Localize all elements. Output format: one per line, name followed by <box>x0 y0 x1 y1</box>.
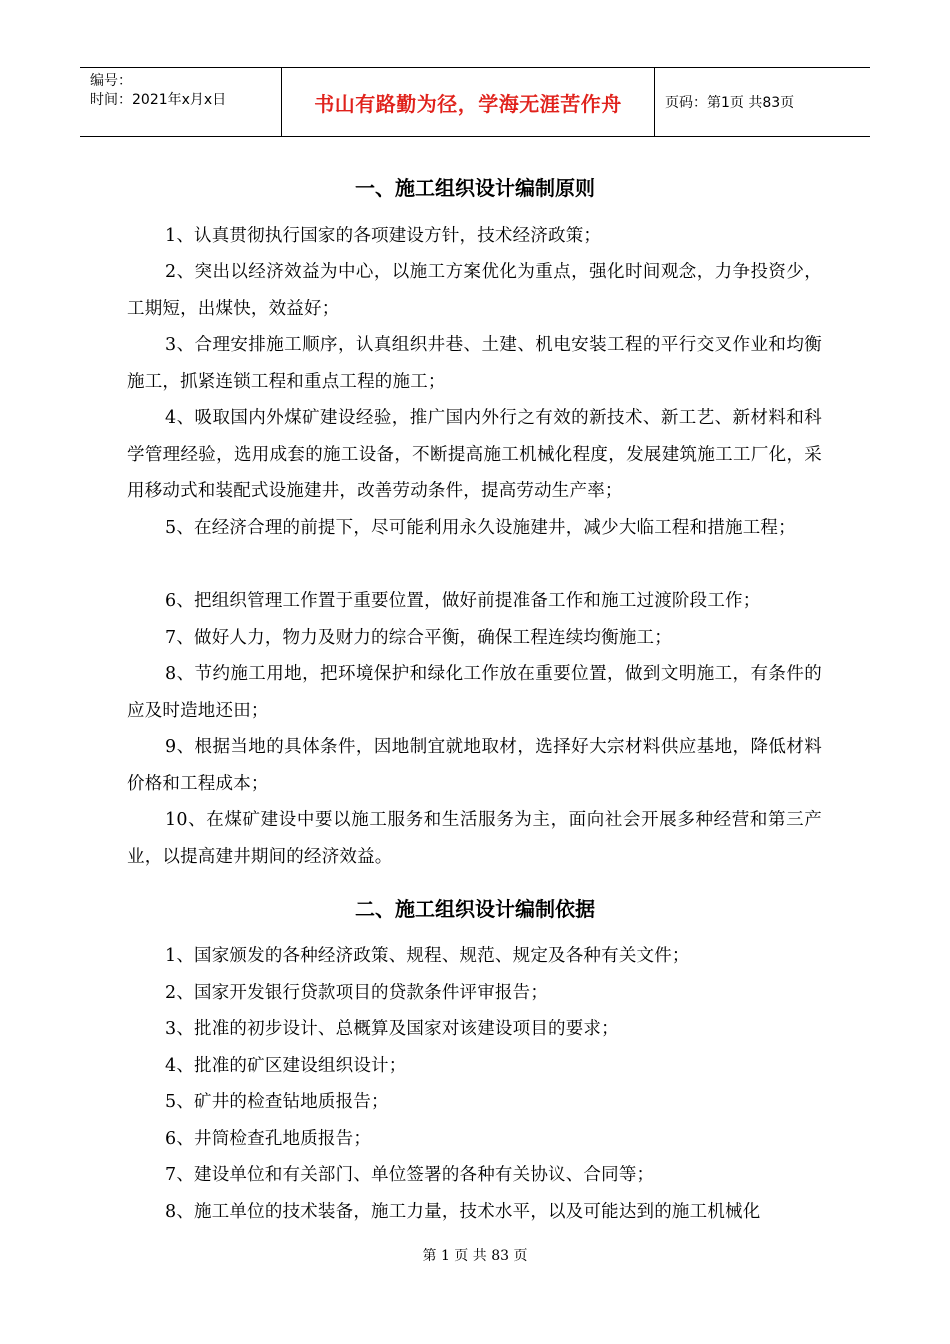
section-title: 二、施工组织设计编制依据 <box>355 897 595 921</box>
section-title: 一、施工组织设计编制原则 <box>355 176 595 200</box>
list-item: 10、在煤矿建设中要以施工服务和生活服务为主，面向社会开展多种经营和第三产业，以提高建井期间的经济效益。 <box>127 810 822 867</box>
list-item: 5、在经济合理的前提下，尽可能利用永久设施建井，减少大临工程和措施工程； <box>165 518 796 538</box>
list-item: 5、矿井的检查钻地质报告； <box>165 1092 389 1112</box>
list-item: 2、国家开发银行贷款项目的贷款条件评审报告； <box>165 983 549 1003</box>
list-item: 7、建设单位和有关部门、单位签署的各种有关协议、合同等； <box>165 1165 655 1185</box>
list-item: 6、把组织管理工作置于重要位置，做好前提准备工作和施工过渡阶段工作； <box>165 591 761 611</box>
document-date: 时间：2021年x月x日 <box>90 92 227 108</box>
list-item: 6、井筒检查孔地质报告； <box>165 1129 372 1149</box>
header-page-info: 页码：第1页 共83页 <box>665 95 795 111</box>
list-item: 1、国家颁发的各种经济政策、规程、规范、规定及各种有关文件； <box>165 946 690 966</box>
header-meta <box>80 68 282 136</box>
list-item: 9、根据当地的具体条件，因地制宜就地取材，选择好大宗材料供应基地，降低材料价格和工程成本； <box>127 737 822 794</box>
list-item: 2、突出以经济效益为中心，以施工方案优化为重点，强化时间观念，力争投资少，工期短，出煤快，效益好； <box>127 262 822 319</box>
header-motto-cell <box>282 68 655 136</box>
page-footer: 第 1 页 共 83 页 <box>422 1248 528 1264</box>
list-item: 3、批准的初步设计、总概算及国家对该建设项目的要求； <box>165 1019 619 1039</box>
header-motto: 书山有路勤为径，学海无涯苦作舟 <box>314 91 622 116</box>
list-item: 7、做好人力，物力及财力的综合平衡，确保工程连续均衡施工； <box>165 628 672 648</box>
list-item: 3、合理安排施工顺序，认真组织井巷、土建、机电安装工程的平行交叉作业和均衡施工，抓紧连锁工程和重点工程的施工； <box>127 335 822 392</box>
list-item: 4、批准的矿区建设组织设计； <box>165 1056 407 1076</box>
list-item: 1、认真贯彻执行国家的各项建设方针，技术经济政策； <box>165 226 602 246</box>
document-number: 编号： <box>90 73 132 89</box>
list-item: 4、吸取国内外煤矿建设经验，推广国内外行之有效的新技术、新工艺、新材料和科学管理经验，选用成套的施工设备，不断提高施工机械化程度，发展建筑施工工厂化，采用移动式和装配式设施建井，改善劳动条件，提高劳动生产率； <box>127 408 822 501</box>
page-header <box>80 67 870 137</box>
list-item: 8、施工单位的技术装备，施工力量，技术水平，以及可能达到的施工机械化 <box>165 1202 761 1222</box>
list-item: 8、节约施工用地，把环境保护和绿化工作放在重要位置，做到文明施工，有条件的应及时造地还田； <box>127 664 822 721</box>
